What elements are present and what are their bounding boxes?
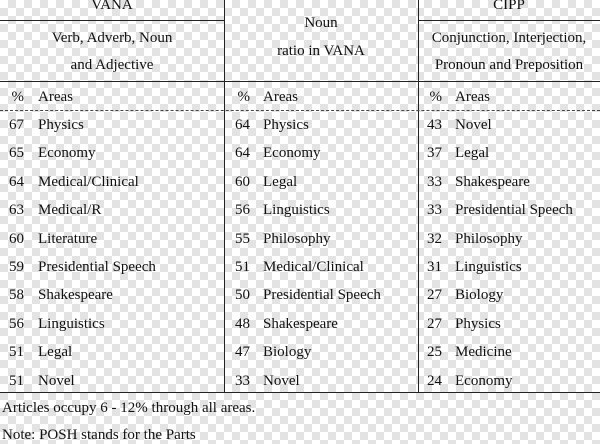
table-cell-percent: 27 bbox=[427, 287, 442, 303]
table-cell-percent: 64 bbox=[9, 174, 24, 190]
table-cell-area: Literature bbox=[38, 231, 98, 247]
table-cell-area: Economy bbox=[455, 373, 513, 389]
table-cell-percent: 63 bbox=[9, 202, 24, 218]
table-cell-area: Biology bbox=[263, 344, 312, 360]
table-cell-area: Linguistics bbox=[38, 316, 105, 332]
table-cell-area: Biology bbox=[455, 287, 504, 303]
table-cell-percent: 43 bbox=[427, 117, 442, 133]
table-cell-percent: 67 bbox=[9, 117, 24, 133]
bottom-rule bbox=[0, 392, 600, 393]
table-cell-percent: 48 bbox=[235, 316, 250, 332]
table-cell-area: Philosophy bbox=[263, 231, 331, 247]
table-cell-percent: 55 bbox=[235, 231, 250, 247]
table-cell-area: Economy bbox=[38, 145, 96, 161]
table-cell-percent: 27 bbox=[427, 316, 442, 332]
group-subtitle-vana-line1: Verb, Adverb, Noun bbox=[51, 30, 173, 46]
table-cell-percent: 64 bbox=[235, 145, 250, 161]
col-header-areas: Areas bbox=[263, 89, 298, 105]
group-subtitle-cipp-line1: Conjunction, Interjection, bbox=[431, 30, 587, 46]
table-cell-percent: 51 bbox=[9, 373, 24, 389]
table-cell-percent: 51 bbox=[235, 259, 250, 275]
note-articles: Articles occupy 6 - 12% through all areas. bbox=[2, 400, 256, 416]
col-header-areas: Areas bbox=[455, 89, 490, 105]
table-cell-area: Presidential Speech bbox=[38, 259, 156, 275]
table-cell-area: Philosophy bbox=[455, 231, 523, 247]
table-cell-percent: 56 bbox=[9, 316, 24, 332]
table-cell-area: Shakespeare bbox=[263, 316, 338, 332]
table-cell-percent: 47 bbox=[235, 344, 250, 360]
table-cell-area: Physics bbox=[263, 117, 309, 133]
header-rule bbox=[0, 81, 600, 82]
table-cell-area: Shakespeare bbox=[38, 287, 113, 303]
table-cell-area: Legal bbox=[263, 174, 298, 190]
table-cell-percent: 32 bbox=[427, 231, 442, 247]
subheader-rule bbox=[0, 110, 600, 111]
table-cell-area: Legal bbox=[38, 344, 73, 360]
table-cell-area: Legal bbox=[455, 145, 490, 161]
table-cell-percent: 33 bbox=[427, 202, 442, 218]
table-cell-percent: 25 bbox=[427, 344, 442, 360]
group-title-rule bbox=[0, 20, 224, 21]
table-cell-percent: 50 bbox=[235, 287, 250, 303]
table-cell-area: Novel bbox=[38, 373, 75, 389]
table-cell-percent: 24 bbox=[427, 373, 442, 389]
table-cell-percent: 33 bbox=[427, 174, 442, 190]
table-cell-percent: 58 bbox=[9, 287, 24, 303]
table-cell-percent: 56 bbox=[235, 202, 250, 218]
table-cell-area: Medicine bbox=[455, 344, 512, 360]
table-cell-area: Medical/Clinical bbox=[38, 174, 139, 190]
col-header-percent: % bbox=[237, 89, 250, 105]
table-cell-percent: 60 bbox=[235, 174, 250, 190]
col-header-percent: % bbox=[429, 89, 442, 105]
group-title-cipp: CIPP bbox=[493, 0, 525, 13]
table-cell-area: Medical/Clinical bbox=[263, 259, 364, 275]
table-cell-percent: 59 bbox=[9, 259, 24, 275]
col-header-percent: % bbox=[11, 89, 24, 105]
table-cell-area: Economy bbox=[263, 145, 321, 161]
group-subtitle-noun-line2: ratio in VANA bbox=[277, 43, 365, 59]
table-cell-percent: 51 bbox=[9, 344, 24, 360]
group-subtitle-cipp-line2: Pronoun and Preposition bbox=[434, 57, 584, 73]
table-cell-area: Presidential Speech bbox=[263, 287, 381, 303]
table-cell-area: Linguistics bbox=[455, 259, 522, 275]
group-subtitle-noun-line1: Noun bbox=[304, 15, 338, 31]
table-cell-area: Shakespeare bbox=[455, 174, 530, 190]
group-subtitle-vana-line2: and Adjective bbox=[70, 57, 154, 73]
table-cell-percent: 37 bbox=[427, 145, 442, 161]
table-cell-area: Novel bbox=[455, 117, 492, 133]
col-header-areas: Areas bbox=[38, 89, 73, 105]
table-cell-percent: 31 bbox=[427, 259, 442, 275]
table-cell-area: Novel bbox=[263, 373, 300, 389]
table-cell-area: Medical/R bbox=[38, 202, 102, 218]
table-cell-percent: 64 bbox=[235, 117, 250, 133]
table-cell-area: Linguistics bbox=[263, 202, 330, 218]
table-cell-percent: 60 bbox=[9, 231, 24, 247]
table-cell-area: Physics bbox=[38, 117, 84, 133]
group-title-vana: VANA bbox=[91, 0, 133, 13]
group-title-rule bbox=[418, 20, 600, 21]
table-cell-area: Physics bbox=[455, 316, 501, 332]
note-posh: Note: POSH stands for the Parts bbox=[2, 427, 196, 443]
table-cell-percent: 65 bbox=[9, 145, 24, 161]
table-cell-area: Presidential Speech bbox=[455, 202, 573, 218]
table-cell-percent: 33 bbox=[235, 373, 250, 389]
